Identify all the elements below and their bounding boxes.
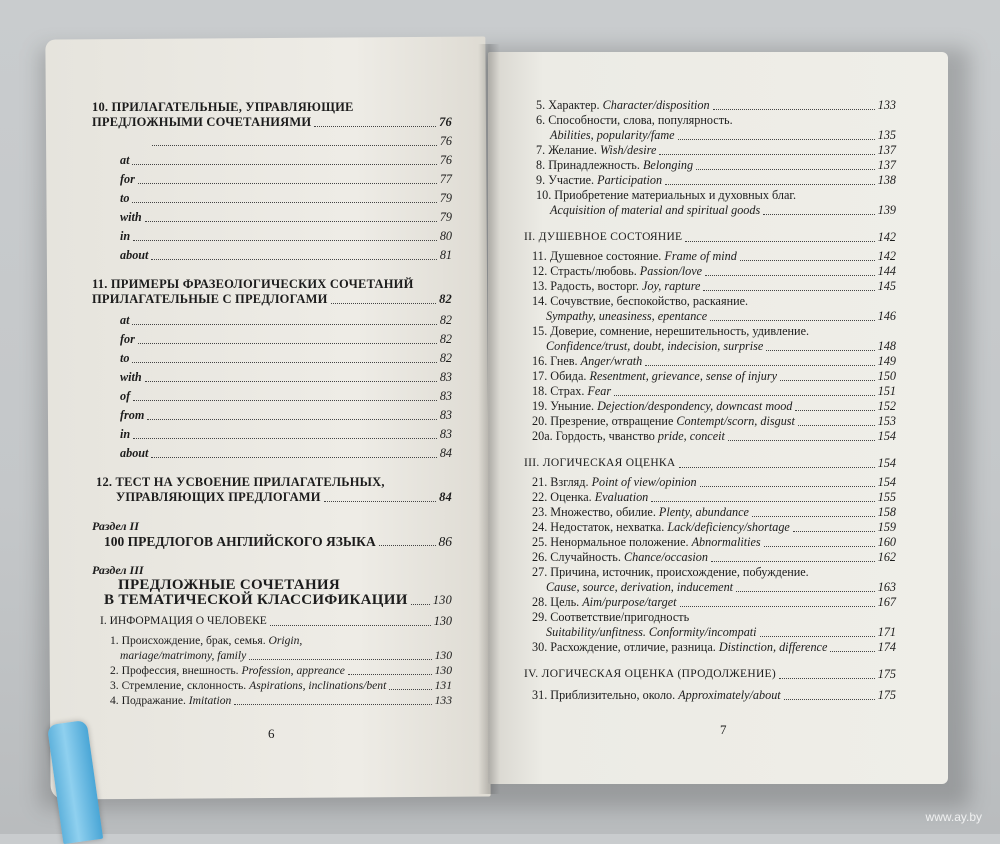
heading-line: 10. ПРИЛАГАТЕЛЬНЫЕ, УПРАВЛЯЮЩИЕ [92, 100, 354, 114]
toc-prep-row [92, 408, 452, 423]
page-ref: 158 [877, 505, 896, 519]
toc-item-row [532, 399, 896, 414]
item-en: Fear [587, 384, 612, 398]
toc-item-row [532, 640, 896, 655]
item-text [532, 249, 737, 264]
toc-item-row [532, 505, 896, 520]
leader-dots [700, 486, 875, 487]
toc-item-row [536, 173, 896, 188]
heading-line: ПРЕДЛОЖНЫМИ СОЧЕТАНИЯМИ [92, 115, 312, 129]
part-title-row [524, 456, 896, 471]
section-label: Раздел II [92, 519, 139, 533]
item-ru: 3. Стремление, склонность. [110, 679, 250, 692]
prep-label: to [120, 191, 130, 205]
leader-dots [740, 260, 875, 261]
toc-heading-11 [92, 277, 452, 307]
leader-dots [793, 531, 875, 532]
book-gutter [478, 44, 500, 794]
toc-item-row [536, 203, 896, 218]
toc-item-row [532, 309, 896, 324]
item-text [532, 595, 677, 610]
toc-item [524, 264, 896, 279]
item-ru-line: 29. Соответствие/пригодность [532, 610, 690, 624]
toc-item [524, 595, 896, 610]
toc-item [524, 414, 896, 429]
section-2-title-row [92, 534, 452, 549]
page-ref: 86 [438, 534, 452, 549]
page-ref: 82 [439, 351, 452, 365]
prep-label: with [120, 210, 142, 224]
page-ref: 159 [877, 520, 896, 534]
page-ref: 83 [439, 389, 452, 403]
page-ref: 160 [877, 535, 896, 549]
toc-prep-row [92, 191, 452, 206]
item-ru: 22. Оценка. [532, 490, 595, 504]
page-ref: 142 [877, 249, 896, 263]
item-ru-line: 10. Приобретение материальных и духовных благ. [536, 188, 797, 202]
page-ref: 150 [877, 369, 896, 383]
item-ru: 13. Радость, восторг. [532, 279, 643, 293]
toc-item [524, 279, 896, 294]
leader-dots [614, 395, 875, 396]
part-title: IV. ЛОГИЧЕСКАЯ ОЦЕНКА (ПРОДОЛЖЕНИЕ) [524, 668, 777, 680]
leader-dots [766, 350, 874, 351]
toc-item-row [532, 595, 896, 610]
toc-item [524, 640, 896, 655]
leader-dots [763, 214, 874, 215]
item-ru: 21. Взгляд. [532, 475, 592, 489]
item-en: Lack/deficiency/shortage [667, 520, 790, 534]
leader-dots [705, 275, 875, 276]
item-ru: 7. Желание. [536, 143, 600, 157]
item-en: Anger/wrath [580, 354, 643, 368]
item-en: Character/disposition [602, 98, 710, 112]
page-ref: 149 [877, 354, 896, 368]
item-en: Approximately/about [678, 688, 781, 702]
toc-prep-row [92, 229, 452, 244]
leader-dots [713, 109, 875, 110]
page-ref: 167 [877, 595, 896, 609]
toc-item [524, 369, 896, 384]
toc-item-row [532, 354, 896, 369]
item-en: Wish/desire [599, 143, 657, 157]
leader-dots [696, 169, 875, 170]
item-en: Plenty, abundance [658, 505, 749, 519]
page-ref: 144 [877, 264, 896, 278]
leader-dots [780, 380, 875, 381]
page-ref: 171 [877, 625, 896, 639]
toc-heading-10 [92, 100, 452, 130]
toc-item [92, 663, 452, 678]
item-text [532, 490, 648, 505]
prep-label: at [120, 153, 130, 167]
page-ref: 76 [439, 153, 452, 167]
toc-item [524, 505, 896, 520]
item-text [532, 688, 781, 703]
page-ref: 137 [877, 143, 896, 157]
item-text [536, 158, 693, 173]
page-ref: 77 [439, 172, 452, 186]
part-title-row [524, 667, 896, 682]
toc-item [524, 98, 896, 113]
right-page-number: 7 [720, 722, 727, 737]
prep-label: at [120, 313, 130, 327]
item-en: Contempt/scorn, disgust [676, 414, 795, 428]
prep-label: in [120, 229, 131, 243]
toc-prep-row [92, 370, 452, 385]
page-ref: 76 [439, 115, 452, 129]
item-text [532, 384, 611, 399]
toc-item [524, 429, 896, 444]
toc-item [524, 399, 896, 414]
leader-dots [752, 516, 875, 517]
toc-item [524, 565, 896, 595]
part-title: II. ДУШЕВНОЕ СОСТОЯНИЕ [524, 231, 683, 243]
page-ref: 153 [877, 414, 896, 428]
heading-line: УПРАВЛЯЮЩИХ ПРЕДЛОГАМИ [116, 490, 321, 504]
toc-item [524, 688, 896, 703]
item-en: Origin, [268, 634, 303, 647]
item-ru: 20а. Гордость, чванство [532, 429, 658, 443]
toc-prep-row [92, 153, 452, 168]
page-ref: 130 [434, 664, 452, 677]
item-en: Passion/love [639, 264, 703, 278]
toc-item-row [536, 158, 896, 173]
page-ref: 83 [439, 408, 452, 422]
toc-item-row [532, 475, 896, 490]
toc-item [524, 113, 896, 143]
leader-dots [679, 467, 875, 468]
item-ru: 30. Расхождение, отличие, разница. [532, 640, 719, 654]
page-ref: 162 [877, 550, 896, 564]
prep-label: about [120, 248, 149, 262]
toc-item-row [532, 550, 896, 565]
leader-dots [659, 154, 874, 155]
page-ref: 79 [439, 210, 452, 224]
item-en: Chance/occasion [623, 550, 708, 564]
page-ref: 130 [433, 614, 452, 628]
page-ref: 82 [439, 292, 452, 306]
item-ru-line: 6. Способности, слова, популярность. [536, 113, 733, 127]
page-ref: 84 [439, 446, 452, 460]
section-title: 100 ПРЕДЛОГОВ АНГЛИЙСКОГО ЯЗЫКА [104, 534, 376, 549]
section-title: В ТЕМАТИЧЕСКОЙ КЛАССИФИКАЦИИ [104, 592, 408, 608]
toc-item [524, 173, 896, 188]
item-text [532, 640, 827, 655]
page-ref: 135 [877, 128, 896, 142]
toc-item [524, 535, 896, 550]
item-en: Joy, rapture [642, 279, 701, 293]
prep-label: to [120, 351, 130, 365]
item-ru: 25. Ненормальное положение. [532, 535, 692, 549]
item-ru: 23. Множество, обилие. [532, 505, 659, 519]
item-text [532, 264, 702, 279]
toc-item-row [536, 128, 896, 143]
toc-item-row [532, 369, 896, 384]
toc-item [92, 678, 452, 693]
item-text [536, 98, 710, 113]
page-ref: 82 [439, 332, 452, 346]
leader-dots [830, 651, 874, 652]
item-ru: 19. Уныние. [532, 399, 598, 413]
page-ref: 79 [439, 191, 452, 205]
page-ref: 81 [439, 248, 452, 262]
section-3-title-row [92, 593, 452, 608]
toc-item-row [532, 384, 896, 399]
item-en: Sympathy, uneasiness, epentance [546, 309, 708, 323]
toc-item-row [532, 625, 896, 640]
toc-prep-row [92, 313, 452, 328]
item-text [532, 279, 700, 294]
prep-label: with [120, 370, 142, 384]
toc-prep-row [92, 427, 452, 442]
leader-dots [710, 320, 875, 321]
page-ref: 151 [877, 384, 896, 398]
heading-line: 12. ТЕСТ НА УСВОЕНИЕ ПРИЛАГАТЕЛЬНЫХ, [96, 475, 385, 489]
leader-dots [651, 501, 874, 502]
page-ref: 83 [439, 370, 452, 384]
item-en: Suitability/unfitness. Conformity/incompati [546, 625, 757, 639]
toc-heading-12 [92, 475, 452, 505]
page-ref: 83 [439, 427, 452, 441]
toc-item-row [536, 143, 896, 158]
page-ref: 154 [877, 456, 896, 470]
toc-prep-row [92, 172, 452, 187]
page-ref: 163 [877, 580, 896, 594]
page-ref: 133 [877, 98, 896, 112]
prep-label: about [120, 446, 149, 460]
toc-item [524, 354, 896, 369]
item-text [536, 143, 656, 158]
toc-item [524, 324, 896, 354]
item-ru-line: 27. Причина, источник, происхождение, побуждение. [532, 565, 809, 579]
page-ref: 145 [877, 279, 896, 293]
page-ref: 154 [877, 429, 896, 443]
page-ref: 175 [877, 667, 896, 681]
toc-item-row [532, 535, 896, 550]
toc-item [524, 550, 896, 565]
item-text [536, 173, 662, 188]
prep-label: for [120, 172, 135, 186]
item-ru: 28. Цель. [532, 595, 583, 609]
item-en: Abnormalities [691, 535, 761, 549]
toc-prep-row [92, 389, 452, 404]
item-text [532, 520, 790, 535]
part-1-row [92, 614, 452, 629]
item-ru: 24. Недостаток, нехватка. [532, 520, 668, 534]
toc-item-row [532, 279, 896, 294]
page-ref: 142 [877, 230, 896, 244]
toc-item [92, 693, 452, 708]
item-text [532, 535, 761, 550]
item-ru: 26. Случайность. [532, 550, 624, 564]
leader-dots [784, 699, 875, 700]
section-label: Раздел III [92, 563, 144, 577]
prep-label: in [120, 427, 131, 441]
item-ru: 17. Обида. [532, 369, 590, 383]
leader-dots [680, 606, 875, 607]
item-ru-line: 15. Доверие, сомнение, нерешительность, удивление. [532, 324, 810, 338]
item-en: Dejection/despondency, downcast mood [597, 399, 793, 413]
item-ru: 16. Гнев. [532, 354, 581, 368]
item-ru: 12. Страсть/любовь. [532, 264, 640, 278]
item-en: Abilities, popularity/fame [550, 128, 675, 142]
toc-prep-row [92, 351, 452, 366]
left-page-number: 6 [268, 726, 275, 741]
toc-prep-row [92, 210, 452, 225]
item-en: Confidence/trust, doubt, indecision, surprise [546, 339, 764, 353]
item-en: Point of view/opinion [591, 475, 697, 489]
item-en: Aim/purpose/target [582, 595, 677, 609]
item-en: pride, conceit [657, 429, 725, 443]
item-en: Acquisition of material and spiritual goods [550, 203, 761, 217]
watermark: www.ay.by [925, 810, 982, 824]
toc-item [524, 610, 896, 640]
prep-label: for [120, 332, 135, 346]
page-ref: 155 [877, 490, 896, 504]
page-ref: 139 [877, 203, 896, 217]
item-en: Distinction, difference [718, 640, 828, 654]
page-ref: 148 [877, 339, 896, 353]
part-title: I. ИНФОРМАЦИЯ О ЧЕЛОВЕКЕ [100, 615, 267, 627]
page-ref: 137 [877, 158, 896, 172]
page-ref: 130 [432, 593, 452, 607]
toc-item-row [536, 98, 896, 113]
item-en: Profession, appreance [241, 664, 345, 677]
item-ru: 11. Душевное состояние. [532, 249, 665, 263]
item-en: Imitation [188, 694, 232, 707]
item-en: Aspirations, inclinations/bent [249, 679, 387, 692]
page-ref: 174 [877, 640, 896, 654]
leader-dots [728, 440, 875, 441]
prep-label: from [120, 408, 145, 422]
toc-item [524, 384, 896, 399]
part-title: III. ЛОГИЧЕСКАЯ ОЦЕНКА [524, 457, 676, 469]
leader-dots [760, 636, 875, 637]
item-text [532, 505, 749, 520]
right-toc [524, 98, 896, 703]
left-toc [92, 100, 452, 708]
toc-item-row [532, 580, 896, 595]
leader-dots [798, 425, 875, 426]
page-ref: 138 [877, 173, 896, 187]
toc-item-row [532, 429, 896, 444]
item-en: Evaluation [594, 490, 649, 504]
toc-item [524, 475, 896, 490]
item-en: Resentment, grievance, sense of injury [589, 369, 778, 383]
leader-dots [665, 184, 875, 185]
leader-dots [645, 365, 874, 366]
item-ru: 18. Страх. [532, 384, 588, 398]
item-ru: 5. Характер. [536, 98, 603, 112]
item-text [532, 550, 708, 565]
heading-line: ПРИЛАГАТЕЛЬНЫЕ С ПРЕДЛОГАМИ [92, 292, 328, 306]
item-ru: 1. Происхождение, брак, семья. [110, 634, 269, 647]
item-ru-line: 14. Сочувствие, беспокойство, раскаяние. [532, 294, 749, 308]
leader-dots [685, 241, 874, 242]
toc-item [524, 294, 896, 324]
item-text [532, 475, 697, 490]
page-ref: 152 [877, 399, 896, 413]
item-en: Belonging [642, 158, 694, 172]
page-ref: 146 [877, 309, 896, 323]
toc-item-row [532, 490, 896, 505]
prep-label: of [120, 389, 131, 403]
toc-prep-row [92, 332, 452, 347]
page-ref: 76 [439, 134, 452, 148]
toc-prep-row [92, 446, 452, 461]
page-ref: 84 [439, 490, 452, 504]
leader-dots [795, 410, 874, 411]
item-ru: 2. Профессия, внешность. [110, 664, 242, 677]
toc-item [524, 249, 896, 264]
leader-dots [736, 591, 875, 592]
leader-dots [703, 290, 874, 291]
page-ref: 82 [439, 313, 452, 327]
item-text [532, 429, 725, 444]
page-ref: 133 [434, 694, 452, 707]
item-ru: 20. Презрение, отвращение [532, 414, 677, 428]
item-ru: 8. Принадлежность. [536, 158, 643, 172]
leader-dots [779, 678, 875, 679]
page-ref: 154 [877, 475, 896, 489]
toc-item [524, 158, 896, 173]
item-text [532, 399, 792, 414]
leader-dots [764, 546, 875, 547]
item-en: Participation [597, 173, 663, 187]
item-text [532, 354, 642, 369]
page-ref: 80 [439, 229, 452, 243]
toc-item [524, 188, 896, 218]
page-ref: 175 [877, 688, 896, 702]
item-en: mariage/matrimony, family [120, 649, 247, 662]
toc-item-row [532, 520, 896, 535]
toc-item-row [532, 264, 896, 279]
toc-item-row [532, 339, 896, 354]
item-ru: 4. Подражание. [110, 694, 189, 707]
toc-item-row [532, 688, 896, 703]
item-ru: 31. Приблизительно, около. [532, 688, 679, 702]
page-ref: 130 [434, 649, 452, 662]
section-title: ПРЕДЛОЖНЫЕ СОЧЕТАНИЯ [118, 577, 341, 593]
item-ru: 9. Участие. [536, 173, 598, 187]
toc-item [524, 520, 896, 535]
toc-item-row [532, 414, 896, 429]
leader-dots [711, 561, 875, 562]
item-en: Frame of mind [664, 249, 737, 263]
toc-item [92, 633, 452, 663]
item-text [532, 369, 777, 384]
page-ref: 131 [434, 679, 452, 692]
heading-line: 11. ПРИМЕРЫ ФРАЗЕОЛОГИЧЕСКИХ СОЧЕТАНИЙ [92, 277, 414, 291]
part-title-row [524, 230, 896, 245]
toc-item [524, 143, 896, 158]
item-text [532, 414, 795, 429]
item-en: Cause, source, derivation, inducement [546, 580, 734, 594]
leader-dots [678, 139, 875, 140]
toc-item [524, 490, 896, 505]
toc-item-row [532, 249, 896, 264]
toc-prep-row [92, 248, 452, 263]
